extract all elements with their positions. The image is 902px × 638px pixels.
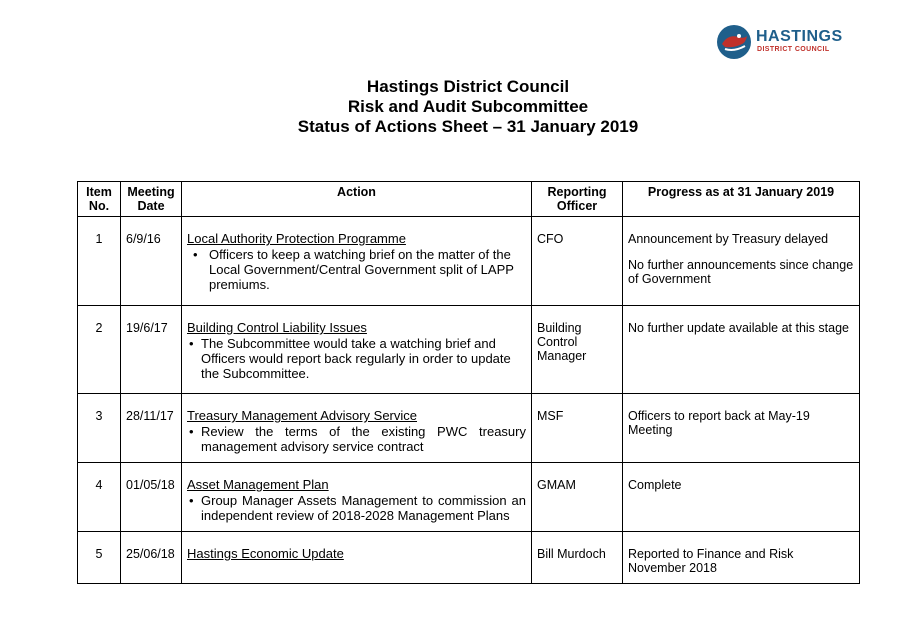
logo-name: HASTINGS (756, 28, 843, 45)
heading-line-2: Risk and Audit Subcommittee (347, 97, 589, 116)
table-row (78, 306, 860, 394)
meeting-date: 19/6/17 (126, 321, 168, 335)
table-header-row (78, 182, 860, 217)
item-number: 5 (95, 547, 103, 561)
action-bullet: • Group Manager Assets Management to commission an independent review of 2018-2028 Management Plans (187, 493, 526, 523)
logo-subtitle: DISTRICT COUNCIL (757, 46, 830, 53)
action-bullet: • Officers to keep a watching brief on the matter of the Local Government/Central Government split of LAPP premiums. (187, 247, 526, 292)
document-heading (0, 77, 902, 137)
header-reporting-officer: Reporting Officer (532, 182, 623, 217)
action-bullet: • The Subcommittee would take a watching brief and Officers would report back regularly in order to update the Subcommittee. (187, 336, 526, 381)
reporting-officer: CFO (537, 232, 564, 246)
progress-text: No further update available at this stage (628, 321, 849, 335)
item-number: 4 (95, 478, 103, 492)
actions-table (77, 181, 860, 584)
meeting-date: 6/9/16 (126, 232, 161, 246)
reporting-officer: Control (537, 335, 578, 349)
heading-line-3: Status of Actions Sheet – 31 January 2019 (297, 117, 639, 136)
progress-text: Complete (628, 478, 682, 492)
council-emblem-icon (716, 24, 752, 60)
action-bullet: • Review the terms of the existing PWC treasury management advisory service contract (187, 424, 526, 454)
reporting-officer: Building (537, 321, 582, 335)
table-row (78, 463, 860, 532)
action-title: Hastings Economic Update (187, 546, 344, 561)
council-logo (716, 22, 856, 62)
action-title: Building Control Liability Issues (187, 320, 367, 335)
reporting-officer: MSF (537, 409, 564, 423)
item-number: 1 (95, 232, 103, 246)
meeting-date: 01/05/18 (126, 478, 175, 492)
reporting-officer: Bill Murdoch (537, 547, 606, 561)
meeting-date: 25/06/18 (126, 547, 175, 561)
progress-text: No further announcements since change of Government (628, 258, 854, 286)
heading-line-1: Hastings District Council (366, 77, 570, 96)
action-title: Local Authority Protection Programme (187, 231, 406, 246)
reporting-officer: GMAM (537, 478, 576, 492)
meeting-date: 28/11/17 (126, 409, 174, 423)
item-number: 3 (95, 409, 103, 423)
header-item-no: Item No. (78, 182, 121, 217)
header-meeting-date: Meeting Date (121, 182, 182, 217)
progress-text: Announcement by Treasury delayed (628, 232, 829, 246)
item-number: 2 (95, 321, 103, 335)
action-title: Asset Management Plan (187, 477, 329, 492)
table-row (78, 394, 860, 463)
header-action: Action (182, 182, 532, 217)
progress-text: Reported to Finance and Risk November 2018 (628, 547, 794, 575)
table-row (78, 217, 860, 306)
header-progress: Progress as at 31 January 2019 (623, 182, 860, 217)
reporting-officer: Manager (537, 349, 587, 363)
action-title: Treasury Management Advisory Service (187, 408, 418, 423)
progress-text: Officers to report back at May-19 Meeting (628, 409, 810, 437)
table-row (78, 532, 860, 584)
